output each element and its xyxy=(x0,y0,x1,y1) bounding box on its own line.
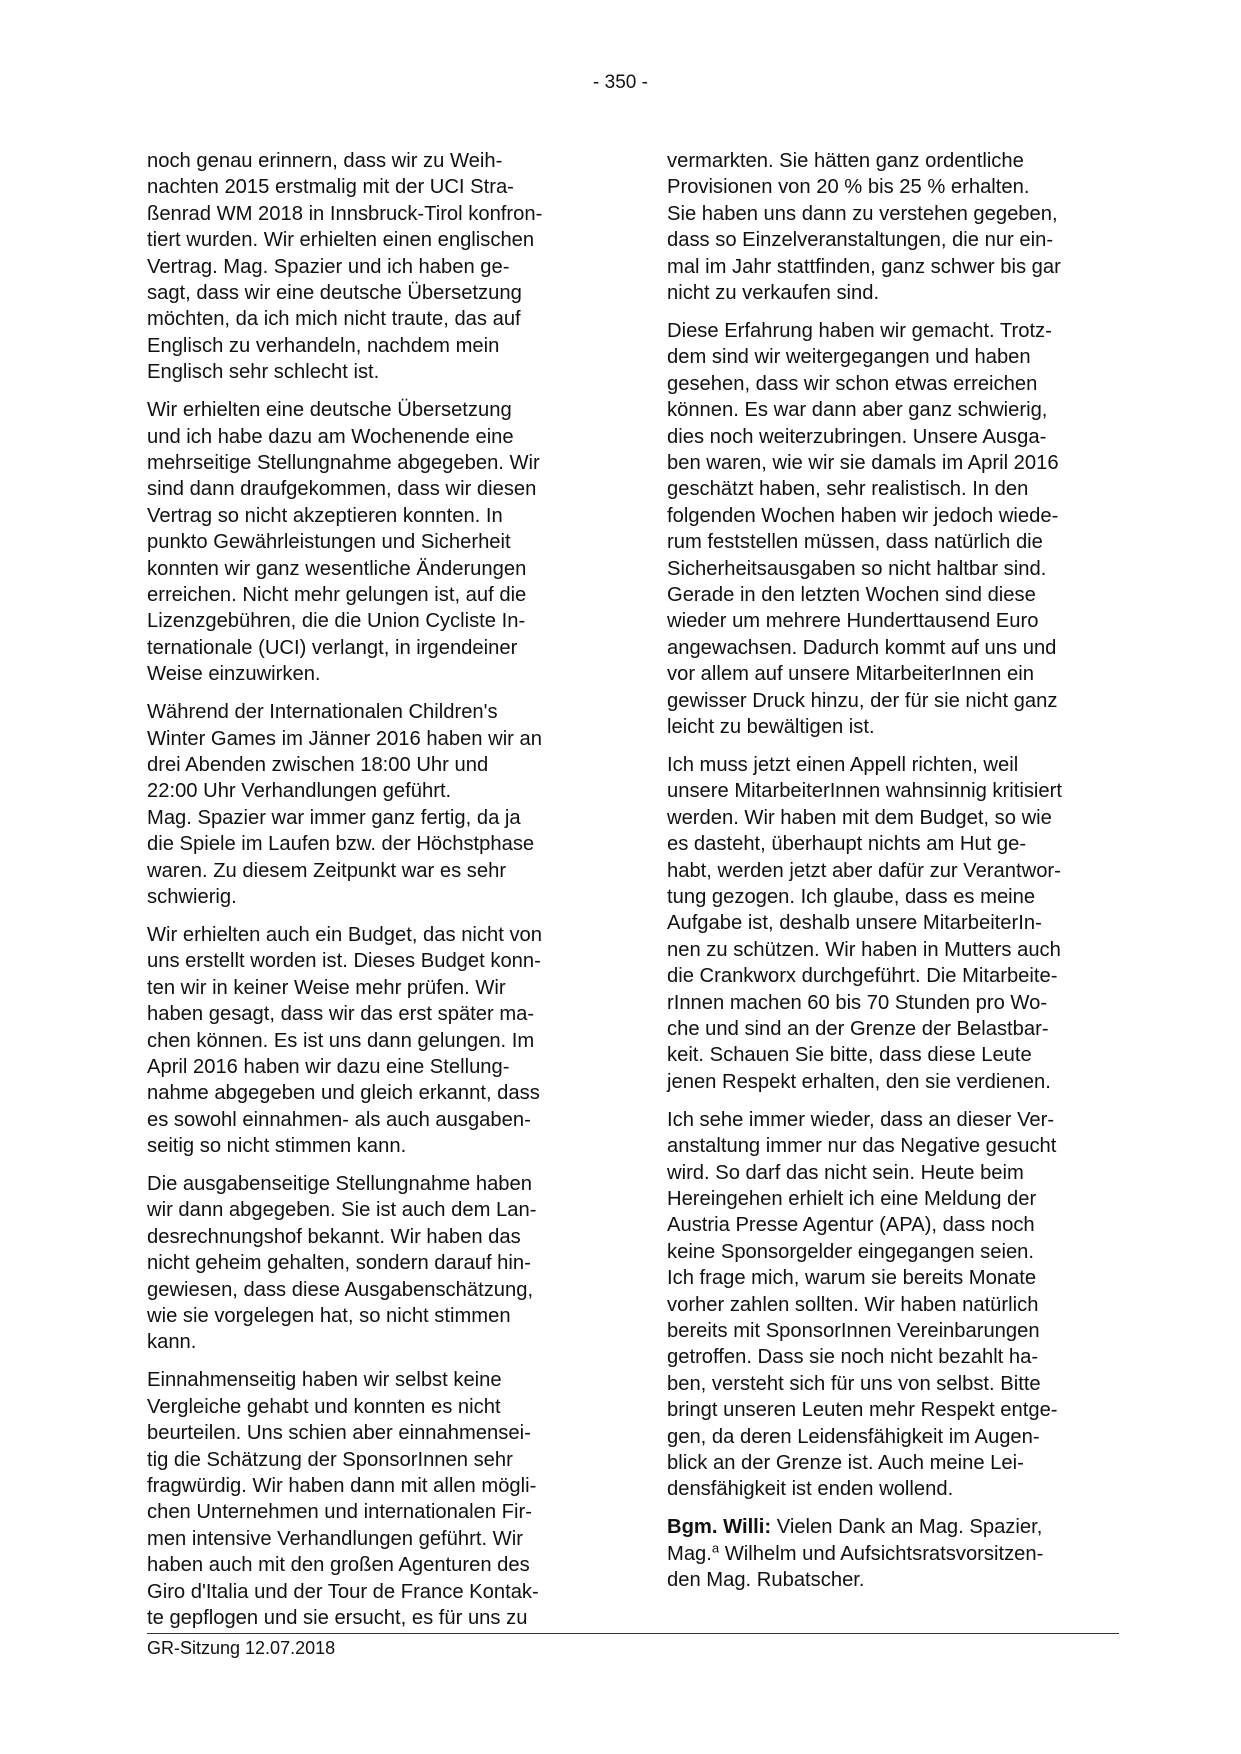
footer-divider xyxy=(147,1633,1119,1634)
statement-text: Wilhelm und Aufsichtsratsvorsitzen- den Mag. Rubatscher. xyxy=(667,1542,1044,1592)
footer-session-label: GR-Sitzung 12.07.2018 xyxy=(147,1638,336,1658)
closing-statement xyxy=(667,1514,1122,1593)
speaker-name: Bgm. Willi: xyxy=(667,1516,772,1539)
paragraph: vermarkten. Sie hätten ganz ordentliche Provisionen von 20 % bis 25 % erhalten. Sie haben uns dann zu verstehen gegeben, dass so Einzelveranstaltungen, die nur ein- mal im Jahr stattfinden, ganz schwer bis gar nicht zu verkaufen sind. xyxy=(667,150,1061,305)
statement-text: Vielen Dank an Mag. Spazier, Mag. xyxy=(667,1516,1043,1565)
paragraph: Wir erhielten auch ein Budget, das nicht von uns erstellt worden ist. Dieses Budget konn- ten wir in keiner Weise mehr prüfen. Wir haben gesagt, dass wir das erst später ma- chen können. Es ist uns dann gelungen. Im April 2016 haben wir dazu eine Stellung- nahme abgegeben und gleich erkannt, dass es sowohl einnahmen- als auch ausgaben- seitig so nicht stimmen kann. xyxy=(147,923,543,1158)
paragraph: Einnahmenseitig haben wir selbst keine Vergleiche gehabt und konnten es nicht beurteilen. Uns schien aber einnahmensei- tig die Schätzung der SponsorInnen sehr fragwürdig. Wir haben dann mit allen mögli- chen Unternehmen und internationalen Fir- men intensive Verhandlungen geführt. Wir haben auch mit den großen Agenturen des Giro d'Italia und der Tour de France Kontak- te gepflogen und sie ersucht, es für uns zu xyxy=(147,1369,539,1630)
left-column xyxy=(147,148,602,1643)
paragraph: Ich muss jetzt einen Appell richten, weil unsere MitarbeiterInnen wahnsinnig kritisiert werden. Wir haben mit dem Budget, so wie es dasteht, überhaupt nichts am Hut ge- habt, werden jetzt aber dafür zur Verantwor- tung gezogen. Ich glaube, dass es meine Aufgabe ist, deshalb unsere MitarbeiterIn- nen zu schützen. Wir haben in Mutters auch die Crankworx durchgeführt. Die Mitarbeite- rInnen machen 60 bis 70 Stunden pro Wo- che und sind an der Grenze der Belastbar- keit. Schauen Sie bitte, dass diese Leute jenen Respekt erhalten, den sie verdienen. xyxy=(667,753,1062,1093)
paragraph: noch genau erinnern, dass wir zu Weih- nachten 2015 erstmalig mit der UCI Stra- ßenrad WM 2018 in Innsbruck-Tirol konfron- tiert wurden. Wir erhielten einen englischen Vertrag. Mag. Spazier und ich haben ge- sagt, dass wir eine deutsche Übersetzung möchten, da ich mich nicht traute, das auf Englisch zu verhandeln, nachdem mein Englisch sehr schlecht ist. xyxy=(147,150,543,384)
paragraph: Ich sehe immer wieder, dass an dieser Ver- anstaltung immer nur das Negative gesucht wird. So darf das nicht sein. Heute beim Hereingehen erhielt ich eine Meldung der Austria Presse Agentur (APA), dass noch keine Sponsorgelder eingegangen seien. Ich frage mich, warum sie bereits Monate vorher zahlen sollten. Wir haben natürlich bereits mit SponsorInnen Vereinbarungen getroffen. Dass sie noch nicht bezahlt ha- ben, versteht sich für uns von selbst. Bitte bringt unseren Leuten mehr Respekt entge- gen, da deren Leidensfähigkeit im Augen- blick an der Grenze ist. Auch meine Lei- densfähigkeit ist enden wollend. xyxy=(667,1108,1058,1501)
paragraph: Die ausgabenseitige Stellungnahme haben wir dann abgegeben. Sie ist auch dem Lan- desrechnungshof bekannt. Wir haben das nicht geheim gehalten, sondern darauf hin- gewiesen, dass diese Ausgabenschätzung, wie sie vorgelegen hat, so nicht stimmen kann. xyxy=(147,1173,537,1354)
paragraph: Während der Internationalen Children's Winter Games im Jänner 2016 haben wir an drei Abenden zwischen 18:00 Uhr und 22:00 Uhr Verhandlungen geführt. Mag. Spazier war immer ganz fertig, da ja die Spiele im Laufen bzw. der Höchstphase waren. Zu diesem Zeitpunkt war es sehr schwierig. xyxy=(147,701,542,908)
paragraph: Diese Erfahrung haben wir gemacht. Trotz- dem sind wir weitergegangen und haben gesehen, dass wir schon etwas erreichen können. Es war dann aber ganz schwierig, dies noch weiterzubringen. Unsere Ausga- ben waren, wie wir sie damals im April 2016 geschätzt haben, sehr realistisch. In den folgenden Wochen haben wir jedoch wiede- rum feststellen müssen, dass natürlich die Sicherheitsausgaben so nicht haltbar sind. Gerade in den letzten Wochen sind diese wieder um mehrere Hunderttausend Euro angewachsen. Dadurch kommt auf uns und vor allem auf unsere MitarbeiterInnen ein gewisser Druck hinzu, der für sie nicht ganz leicht zu bewältigen ist. xyxy=(667,319,1059,739)
superscript: a xyxy=(711,1539,720,1555)
right-column xyxy=(667,148,1122,1605)
paragraph: Wir erhielten eine deutsche Übersetzung und ich habe dazu am Wochenende eine mehrseitige Stellungnahme abgegeben. Wir sind dann draufgekommen, dass wir diesen Vertrag so nicht akzeptieren konnten. In punkto Gewährleistungen und Sicherheit konnten wir ganz wesentliche Änderungen erreichen. Nicht mehr gelungen ist, auf die Lizenzgebühren, die die Union Cycliste In- ternationale (UCI) verlangt, in irgendeiner Weise einzuwirken. xyxy=(147,399,540,686)
page-number: - 350 - xyxy=(593,72,648,93)
